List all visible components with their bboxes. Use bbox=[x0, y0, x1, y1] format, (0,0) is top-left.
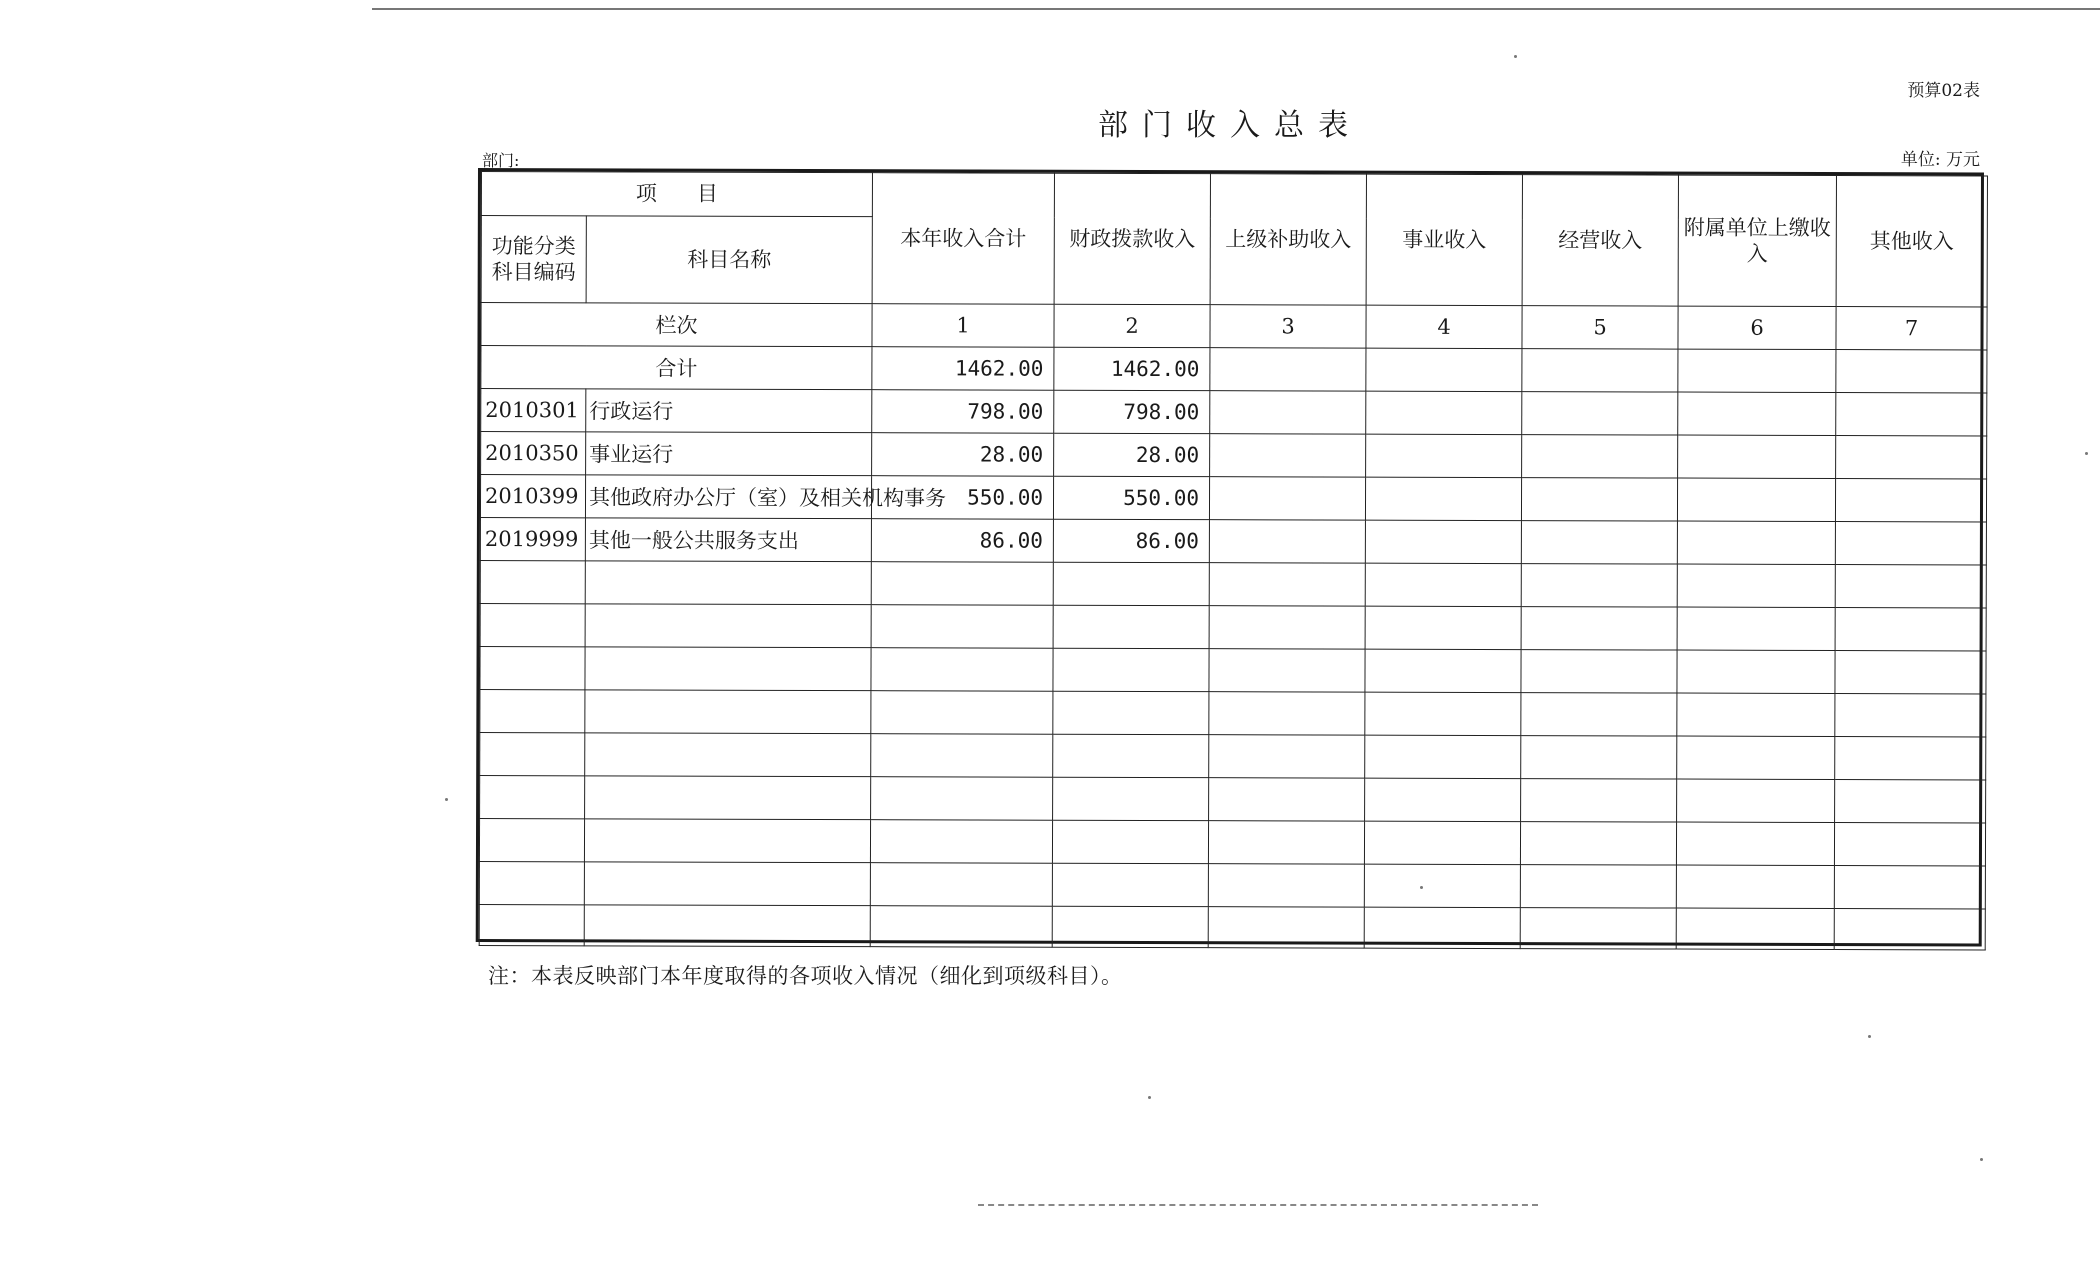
empty-cell bbox=[1677, 521, 1835, 564]
header-row bbox=[481, 172, 1987, 220]
empty-cell bbox=[1208, 864, 1364, 907]
empty-cell bbox=[1209, 692, 1365, 735]
row-total-income: 28.00 bbox=[872, 433, 1054, 477]
row-total-income: 550.00 bbox=[871, 476, 1053, 520]
empty-cell bbox=[1677, 693, 1835, 736]
table-row bbox=[480, 518, 1986, 565]
empty-cell bbox=[1209, 649, 1365, 692]
page-title: 部门收入总表 bbox=[1098, 108, 1362, 143]
empty-cell bbox=[1052, 820, 1208, 863]
row-code: 2010399 bbox=[480, 475, 585, 518]
empty-cell bbox=[1365, 520, 1521, 563]
empty-cell bbox=[1834, 866, 1985, 909]
empty-cell bbox=[1365, 477, 1521, 520]
row-name: 其他一般公共服务支出 bbox=[585, 518, 871, 562]
empty-cell bbox=[1209, 778, 1365, 821]
empty-cell bbox=[1835, 608, 1986, 651]
scan-speck bbox=[1980, 1158, 1983, 1161]
header-col-1: 本年收入合计 bbox=[872, 173, 1054, 305]
empty-cell bbox=[584, 862, 870, 906]
empty-cell bbox=[871, 734, 1053, 778]
empty-cell bbox=[1053, 734, 1209, 777]
empty-cell bbox=[1053, 605, 1209, 648]
empty-cell bbox=[585, 733, 871, 777]
empty-cell bbox=[480, 690, 585, 733]
empty-cell bbox=[1364, 821, 1520, 864]
empty-cell bbox=[1053, 777, 1209, 820]
column-number: 4 bbox=[1366, 305, 1522, 348]
empty-cell bbox=[1522, 349, 1678, 392]
empty-cell bbox=[1676, 865, 1834, 908]
empty-cell bbox=[1678, 392, 1836, 435]
row-name: 事业运行 bbox=[586, 432, 872, 476]
empty-cell bbox=[1365, 778, 1521, 821]
empty-cell bbox=[479, 819, 584, 862]
header-item: 项目 bbox=[481, 172, 872, 217]
empty-cell bbox=[480, 561, 585, 604]
empty-cell bbox=[1835, 694, 1986, 737]
empty-cell bbox=[1836, 350, 1987, 393]
empty-row bbox=[480, 690, 1986, 737]
empty-cell bbox=[1520, 822, 1676, 865]
empty-cell bbox=[1209, 606, 1365, 649]
empty-row bbox=[480, 776, 1986, 823]
empty-cell bbox=[1835, 565, 1986, 608]
empty-cell bbox=[1521, 607, 1677, 650]
empty-cell bbox=[1521, 736, 1677, 779]
scan-speck bbox=[1868, 1035, 1871, 1038]
empty-cell bbox=[871, 691, 1053, 735]
scan-speck bbox=[1148, 1096, 1151, 1099]
empty-cell bbox=[1365, 692, 1521, 735]
empty-row bbox=[480, 733, 1986, 780]
empty-cell bbox=[480, 733, 585, 776]
column-number: 6 bbox=[1678, 306, 1836, 349]
scan-bottom-edge bbox=[978, 1204, 1538, 1206]
empty-cell bbox=[584, 819, 870, 863]
table-row bbox=[481, 389, 1987, 436]
row-fiscal-income: 28.00 bbox=[1054, 433, 1210, 476]
empty-cell bbox=[1365, 563, 1521, 606]
empty-cell bbox=[1366, 434, 1522, 477]
empty-cell bbox=[1676, 908, 1834, 949]
empty-cell bbox=[870, 906, 1052, 948]
header-col-7: 其他收入 bbox=[1836, 176, 1987, 307]
empty-cell bbox=[584, 905, 870, 947]
department-label: 部门: bbox=[482, 151, 520, 170]
empty-row bbox=[480, 561, 1986, 608]
header-col-4: 事业收入 bbox=[1366, 174, 1522, 305]
empty-cell bbox=[1522, 435, 1678, 478]
footnote: 注：本表反映部门本年度取得的各项收入情况（细化到项级科目）。 bbox=[488, 964, 1123, 988]
empty-cell bbox=[585, 776, 871, 820]
empty-cell bbox=[1365, 606, 1521, 649]
empty-cell bbox=[1209, 563, 1365, 606]
empty-cell bbox=[1836, 436, 1987, 479]
empty-cell bbox=[1209, 735, 1365, 778]
row-name: 行政运行 bbox=[586, 389, 872, 433]
row-code: 2010301 bbox=[481, 389, 586, 432]
empty-cell bbox=[479, 905, 584, 946]
row-fiscal-income: 550.00 bbox=[1053, 476, 1209, 519]
empty-cell bbox=[1365, 735, 1521, 778]
empty-cell bbox=[1677, 564, 1835, 607]
empty-cell bbox=[1366, 391, 1522, 434]
header-col-6: 附属单位上缴收入 bbox=[1678, 175, 1836, 306]
empty-cell bbox=[1208, 821, 1364, 864]
empty-cell bbox=[480, 776, 585, 819]
empty-cell bbox=[1678, 349, 1836, 392]
empty-cell bbox=[1208, 907, 1364, 948]
scan-speck bbox=[2085, 452, 2088, 455]
column-number: 7 bbox=[1836, 307, 1987, 350]
income-table bbox=[479, 171, 1988, 950]
empty-cell bbox=[870, 863, 1052, 907]
empty-cell bbox=[585, 647, 871, 691]
empty-cell bbox=[585, 690, 871, 734]
table-row bbox=[480, 475, 1986, 522]
empty-row bbox=[479, 862, 1985, 909]
empty-cell bbox=[1364, 864, 1520, 907]
row-code: 2010350 bbox=[481, 432, 586, 475]
scan-speck bbox=[1514, 55, 1517, 58]
empty-cell bbox=[1521, 564, 1677, 607]
empty-cell bbox=[1210, 434, 1366, 477]
scan-speck bbox=[445, 798, 448, 801]
empty-cell bbox=[1520, 908, 1676, 949]
empty-row bbox=[480, 604, 1986, 651]
row-total-income: 798.00 bbox=[872, 390, 1054, 434]
header-col-5: 经营收入 bbox=[1522, 175, 1678, 306]
empty-cell bbox=[1520, 865, 1676, 908]
empty-cell bbox=[1210, 391, 1366, 434]
total-row bbox=[481, 346, 1987, 393]
total-label: 合计 bbox=[481, 346, 872, 390]
row-code: 2019999 bbox=[480, 518, 585, 561]
empty-cell bbox=[1522, 392, 1678, 435]
header-name: 科目名称 bbox=[586, 216, 872, 304]
empty-cell bbox=[585, 561, 871, 605]
empty-cell bbox=[1835, 522, 1986, 565]
scan-top-edge bbox=[372, 8, 2100, 10]
empty-cell bbox=[1836, 393, 1987, 436]
column-number: 1 bbox=[872, 304, 1054, 348]
empty-cell bbox=[871, 562, 1053, 606]
scan-speck bbox=[1420, 886, 1423, 889]
empty-cell bbox=[871, 777, 1053, 821]
empty-row bbox=[479, 819, 1985, 866]
form-code: 预算02表 bbox=[1907, 81, 1980, 101]
row-fiscal-income: 86.00 bbox=[1053, 519, 1209, 562]
empty-cell bbox=[480, 647, 585, 690]
empty-cell bbox=[1835, 737, 1986, 780]
column-number-label: 栏次 bbox=[481, 303, 872, 347]
empty-cell bbox=[1521, 650, 1677, 693]
empty-cell bbox=[1834, 823, 1985, 866]
header-col-2: 财政拨款收入 bbox=[1054, 173, 1210, 304]
empty-cell bbox=[1677, 779, 1835, 822]
empty-cell bbox=[1835, 479, 1986, 522]
empty-cell bbox=[1677, 650, 1835, 693]
empty-cell bbox=[1835, 651, 1986, 694]
empty-cell bbox=[871, 605, 1053, 649]
column-number: 3 bbox=[1210, 305, 1366, 348]
empty-cell bbox=[1053, 562, 1209, 605]
column-number: 5 bbox=[1522, 306, 1678, 349]
empty-cell bbox=[1835, 780, 1986, 823]
empty-cell bbox=[1677, 736, 1835, 779]
total-fiscal-sum: 1462.00 bbox=[1054, 347, 1210, 390]
total-income-sum: 1462.00 bbox=[872, 347, 1054, 391]
column-number-row bbox=[481, 303, 1987, 350]
empty-cell bbox=[1053, 648, 1209, 691]
empty-cell bbox=[1521, 478, 1677, 521]
empty-cell bbox=[1521, 693, 1677, 736]
empty-cell bbox=[1364, 907, 1520, 948]
empty-cell bbox=[1834, 909, 1985, 950]
empty-cell bbox=[1678, 435, 1836, 478]
empty-cell bbox=[1521, 521, 1677, 564]
empty-cell bbox=[1677, 478, 1835, 521]
header-code: 功能分类科目编码 bbox=[481, 216, 586, 303]
empty-cell bbox=[1366, 348, 1522, 391]
empty-cell bbox=[1677, 607, 1835, 650]
empty-cell bbox=[1209, 477, 1365, 520]
empty-cell bbox=[480, 604, 585, 647]
header-col-3: 上级补助收入 bbox=[1210, 174, 1366, 305]
empty-row bbox=[479, 905, 1985, 950]
income-table-frame bbox=[476, 168, 1984, 946]
empty-cell bbox=[479, 862, 584, 905]
row-name: 其他政府办公厅（室）及相关机构事务 bbox=[585, 475, 871, 519]
empty-row bbox=[480, 647, 1986, 694]
table-row bbox=[481, 432, 1987, 479]
empty-cell bbox=[1209, 520, 1365, 563]
empty-cell bbox=[1052, 906, 1208, 947]
empty-cell bbox=[1676, 822, 1834, 865]
empty-cell bbox=[585, 604, 871, 648]
empty-cell bbox=[870, 820, 1052, 864]
empty-cell bbox=[1521, 779, 1677, 822]
empty-cell bbox=[1053, 691, 1209, 734]
empty-cell bbox=[1052, 863, 1208, 906]
row-fiscal-income: 798.00 bbox=[1054, 390, 1210, 433]
unit-label: 单位: 万元 bbox=[1900, 150, 1980, 170]
row-total-income: 86.00 bbox=[871, 519, 1053, 563]
column-number: 2 bbox=[1054, 304, 1210, 347]
empty-cell bbox=[1210, 348, 1366, 391]
empty-cell bbox=[871, 648, 1053, 692]
empty-cell bbox=[1365, 649, 1521, 692]
